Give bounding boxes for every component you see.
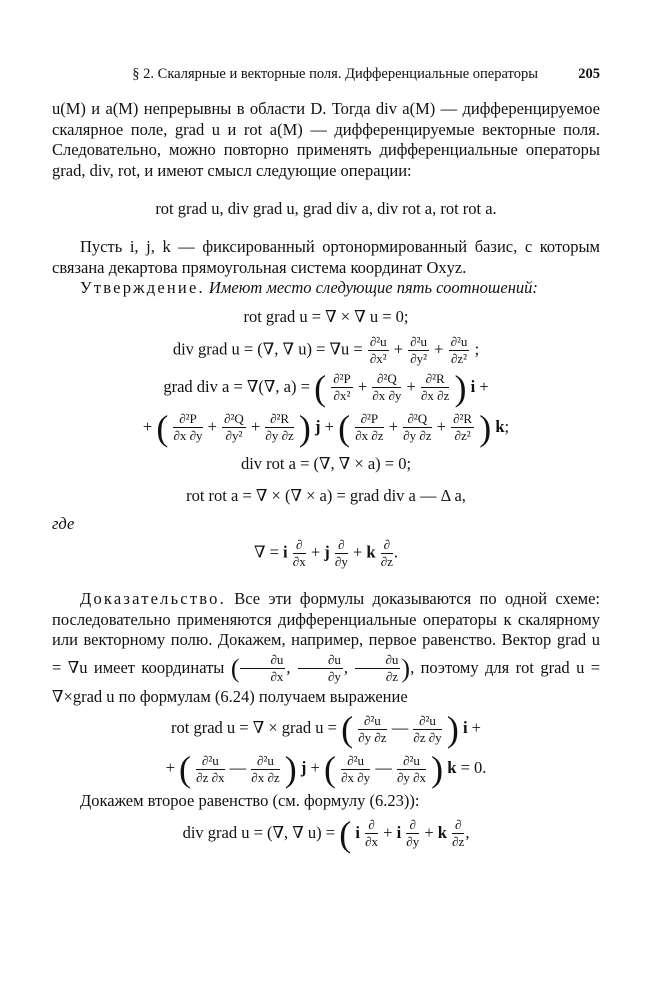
where-label: где <box>52 513 75 533</box>
equation-4: div rot a = (∇, ∇ × a) = 0; <box>240 453 412 473</box>
second-equality-intro: Докажем второе равенство (см. формулу (6.23)): <box>80 791 420 810</box>
fraction: $\frac{\text{∂²u}}{\text{∂z²}}$ <box>450 333 468 366</box>
operations-list: rot grad u, div grad u, grad div a, div rot a, rot rot a. <box>155 199 497 218</box>
equation-2: div grad u = (∇, ∇ u) = ∇u = $\frac{\text{∂²u}}{\text{∂x²}}$ + $\frac{\text{∂²u}}{\text{∂y²}}$ + $\frac{\text{∂²u}}{\text{∂z²}}$ ; <box>172 333 480 366</box>
equation-1: rot grad u = ∇ × ∇ u = 0; <box>243 306 409 326</box>
fraction: $\frac{\text{∂²u}}{\text{∂x²}}$ <box>369 333 387 366</box>
equation-7: div grad u = (∇, ∇ u) = ( i $\frac{\partial}{\partial x}$ + i $\frac{\partial}{\partial y}$ + k $\frac{\partial}{\partial z}$ , <box>182 813 470 854</box>
statement-text: Имеют место следующие пять соотношений: <box>208 278 538 297</box>
equation-6: rot grad u = ∇ × grad u = ( $\frac{\text{∂²u}}{\partial y \partial z}$ — $\frac{\text{∂²u}}{\partial z \partial y}$ ) i + <box>171 709 481 749</box>
nabla-definition: ∇ = i $\frac{\partial}{\partial x}$ + j $\frac{\partial}{\partial y}$ + k $\frac{\partial}{\partial z}$ . <box>253 537 399 569</box>
statement-label: Утверждение. <box>80 278 205 297</box>
section-title: § 2. Скалярные и векторные поля. Дифференциальные операторы <box>132 66 538 82</box>
running-header <box>52 66 600 83</box>
paragraph-1: u(M) и a(M) непрерывны в области D. Тогда div a(M) — дифференцируемое скалярное поле, grad u и rot a(M) — дифференцируемые векторные поля. Следовательно, можно повторно применять дифференциальные операторы grad, div, rot, и имеют смысл следующие операции: <box>52 99 600 180</box>
paragraph-2: Пусть i, j, k — фиксированный ортонормированный базис, с которым связана декартова прямоугольная система координат Oxyz. <box>52 237 600 277</box>
equation-6-continued: + ( $\frac{\text{∂²u}}{\partial z \partial x}$ — $\frac{\text{∂²u}}{\partial x \partial z}$ ) j + ( $\frac{\text{∂²u}}{\partial x \partial y}$ — $\frac{\text{∂²u}}{\partial y \partial x}$ ) k = 0. <box>165 749 487 789</box>
equation-2-left: div grad u = (∇, ∇ u) = ∇u = <box>172 338 363 358</box>
proof-text: Все эти формулы доказываются по одной схеме: последовательно применяются дифференциальные операторы к скалярному или векторному полю. Докажем, например, первое равенство. Вектор grad u = ∇u имеет координаты <box>52 589 601 677</box>
equation-5: rot rot a = ∇ × (∇ × a) = grad div a — Δ a, <box>186 485 466 505</box>
equation-3-continued: + ( $\frac{\text{∂²P}}{\partial x \partial y}$ + $\frac{\text{∂²Q}}{\text{∂y²}}$ + $\frac{\text{∂²R}}{\partial y \partial z}$ ) j + ( $\frac{\text{∂²P}}{\partial x \partial z}$ + $\frac{\text{∂²Q}}{\partial y \partial z}$ + $\frac{\text{∂²R}}{\text{∂z²}}$ ) k; <box>142 407 510 448</box>
proof-text-2: , поэтому для rot grad u = ∇×grad u по формулам (6.24) получаем выражение <box>52 657 601 706</box>
book-page <box>52 66 600 856</box>
page-number: 205 <box>578 66 600 82</box>
proof-label: Доказательство. <box>80 589 226 608</box>
statement <box>52 278 600 299</box>
equation-3: grad div a = ∇(∇, a) = ( $\frac{\text{∂²P}}{\text{∂x²}}$ + $\frac{\text{∂²Q}}{\partial x \partial y}$ + $\frac{\text{∂²R}}{\partial x \partial z}$ ) i + <box>163 367 489 408</box>
proof-paragraph: Доказательство. Все эти формулы доказываются по одной схеме: последовательно применяются дифференциальные операторы к скалярному или векторному полю. Докажем, например, первое равенство. Вектор grad u = ∇u имеет координаты ( $\frac{\partial u}{\partial x}$ , $\frac{\partial u}{\partial y}$ , $\frac{\partial u}{\partial z}$ ), поэтому для rot grad u = ∇×grad u по формулам (6.24) получаем выражение <box>52 589 601 706</box>
fraction: $\frac{\text{∂²u}}{\text{∂y²}}$ <box>410 333 428 366</box>
equation-3-left: grad div a = ∇(∇, a) = <box>163 376 310 396</box>
